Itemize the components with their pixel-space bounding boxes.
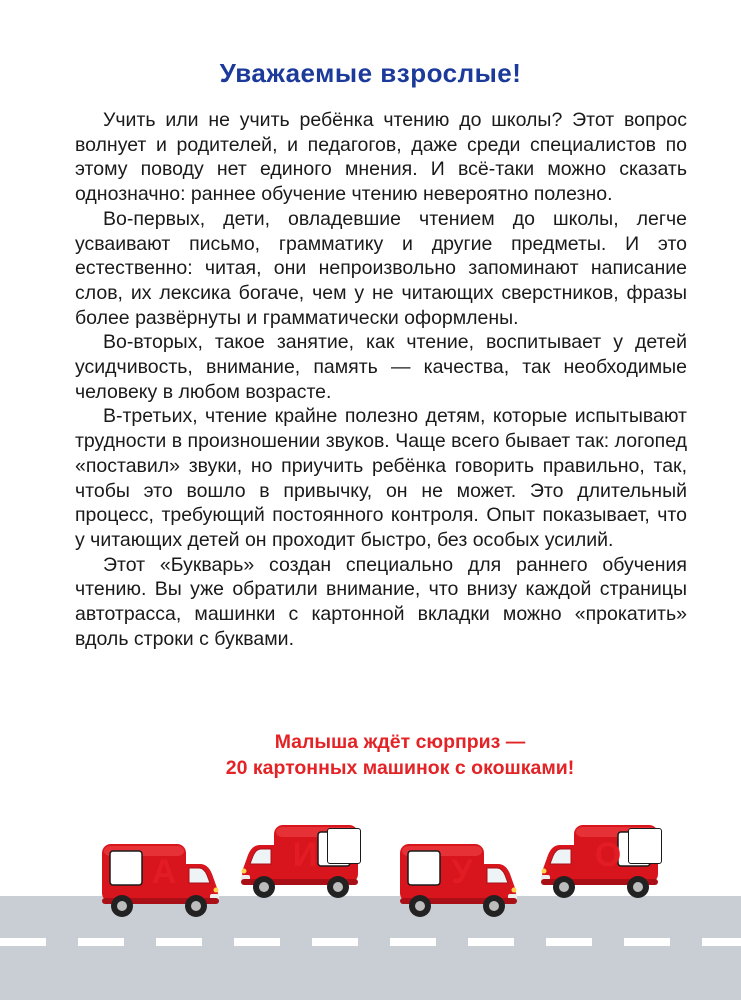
- surprise-exclamation: !: [567, 757, 575, 779]
- page-title: Уважаемые взрослые!: [219, 58, 522, 88]
- paragraph: Во-вторых, такое занятие, как чтение, воспитывает у детей усидчивость, внимание, память — качества, так необходимые человеку в любом возрасте.: [75, 331, 687, 403]
- surprise-line-2: 20 картонных машинок с окошками: [225, 757, 568, 779]
- lane-markings: [0, 938, 741, 946]
- surprise-announcement: [140, 729, 660, 781]
- intro-text: [75, 108, 687, 651]
- truck-window: [628, 828, 662, 864]
- paragraph: В-третьих, чтение крайне полезно детям, которые испытывают трудности в произношении звуков. Чаще всего бывает так: логопед «поставил» звуки, но приучить ребёнка говорить правильно, так, чтобы это вошло в привычку, он не может. Это длительный процесс, требующий постоянного контроля. Опыт показывает, что у читающих детей он проходит быстро, без особых усилий.: [75, 405, 687, 551]
- surprise-line-1: Малыша ждёт сюрприз —: [274, 731, 526, 753]
- paragraph: Во-первых, дети, овладевшие чтением до школы, легче усваивают письмо, грамматику и другие предметы. И это естественно: читая, они непроизвольно запоминают написание слов, их лексика богаче, чем у не читающих сверстников, фразы более развёрнуты и грамматически оформлены.: [75, 207, 687, 329]
- truck-window: [327, 828, 361, 864]
- toy-truck: [398, 842, 518, 922]
- truck-letter: О: [594, 836, 622, 874]
- paragraph: Этот «Букварь» создан специально для раннего обучения чтению. Вы уже обратили внимание, что внизу каждой страницы автотрасса, машинки с картонной вкладки можно «прокатить» вдоль строки с буквами.: [75, 553, 687, 650]
- paragraph: Учить или не учить ребёнка чтению до школы? Этот вопрос волнует и родителей, и педагогов, даже среди специалистов по этому поводу нет единого мнения. И всё-таки можно сказать однозначно: раннее обучение чтению невероятно полезно.: [75, 109, 687, 206]
- toy-truck: [100, 842, 220, 922]
- truck-letter: И: [292, 836, 318, 874]
- truck-letter: А: [151, 853, 177, 891]
- truck-letter: У: [451, 853, 473, 891]
